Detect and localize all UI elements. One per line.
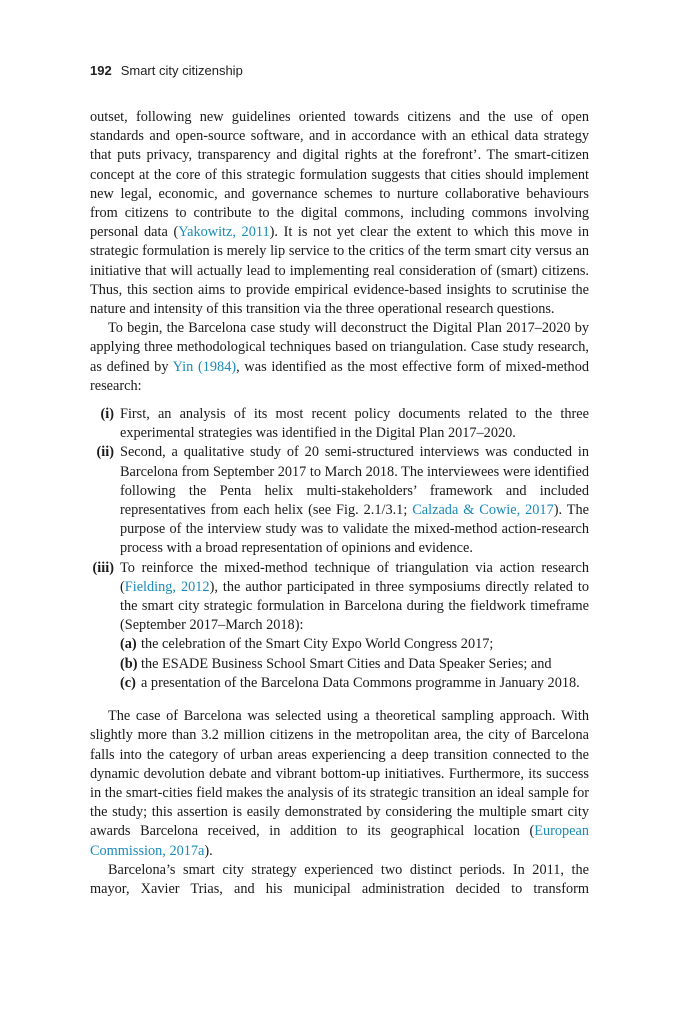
sub-list-marker: (c) [120,674,136,691]
text-run: Barcelona’s smart city strategy experienced two distinct periods. In 2011, the mayor, Xavier Trias, and his municipal administration decided to transform [90,861,589,897]
list-marker: (iii) [92,559,114,576]
sub-list-item [120,674,589,693]
text-run: ). The purpose of the interview study was to validate the mixed-method action-research process with a broad representation of opinions and evidence. [120,502,589,557]
running-head [90,63,243,78]
sub-list-item-text: the ESADE Business School Smart Cities and Data Speaker Series; and [141,655,552,672]
list-item [90,443,589,558]
list-item-text [120,444,589,556]
citation-link[interactable]: European Commission, 2017a [90,823,589,859]
text-run: ). [204,842,213,859]
text-run: Second, a qualitative study of 20 semi-structured interviews was conducted in Barcelona from September 2017 to March 2018. The interviewees were identified following the Penta helix multi-stakeholders’ framework and included representatives from each helix (see Fig. 2.1/3.1; [120,444,589,519]
text-run: The case of Barcelona was selected using a theoretical sampling approach. With slightly more than 3.2 million citizens in the metropolitan area, the city of Barcelona falls into the category of urban areas experiencing a deep transition connected to the dynamic devolution debate and vibrant bottom-up initiatives. Furthermore, its success in the smart-cities field makes the analysis of its strategic transition an ideal sample for the study; this assertion is easily demonstrated by considering the multiple smart city awards Barcelona received, in addition to its geographical location ( [90,708,589,840]
citation-link[interactable]: Calzada & Cowie, 2017 [412,502,554,519]
body-text [90,108,589,899]
sub-list-item [120,635,589,654]
running-title: Smart city citizenship [120,63,243,78]
list-item-text [120,406,589,441]
paragraph-case-study [90,319,589,396]
text-run: First, an analysis of its most recent policy documents related to the three experimental strategies was identified in the Digital Plan 2017–2020. [120,406,589,442]
method-list [90,405,589,693]
citation-link[interactable]: Yin (1984) [172,358,237,375]
list-item [90,559,589,693]
symposium-list [120,635,589,693]
list-item [90,405,589,443]
text-run: , was identified as the most effective form of mixed-method research: [90,358,589,394]
paragraph-barcelona-case [90,707,589,861]
text-run: ). It is not yet clear the extent to which this move in strategic formulation is merely lip service to the critics of the term smart city versus an initiative that will actually lead to implementing real consideration of (smart) citizens. Thus, this section aims to provide empirical evidence-based insights to scrutinise the nature and intensity of this transition via the three operational research questions. [90,224,589,318]
sub-list-item-text: the celebration of the Smart City Expo World Congress 2017; [141,636,494,653]
paragraph-continuation [90,108,589,319]
citation-link[interactable]: Yakowitz, 2011 [178,224,270,241]
sub-list-item-text: a presentation of the Barcelona Data Commons programme in January 2018. [141,674,580,691]
sub-list-marker: (b) [120,655,138,672]
page-number: 192 [90,63,112,78]
text-run: To begin, the Barcelona case study will deconstruct the Digital Plan 2017–2020 by applying three methodological techniques based on triangulation. Case study research, as defined by [90,320,589,375]
list-marker: (i) [100,406,114,423]
text-run: ), the author participated in three symposiums directly related to the smart city strategic formulation in Barcelona during the fieldwork timeframe (September 2017–March 2018): [120,578,590,634]
sub-list-item [120,655,589,674]
text-run: To reinforce the mixed-method technique of triangulation via action research ( [120,559,589,595]
citation-link[interactable]: Fielding, 2012 [124,578,210,595]
list-marker: (ii) [96,444,114,461]
text-run: outset, following new guidelines oriented towards citizens and the use of open standards and open-source software, and in accordance with an ethical data strategy that puts privacy, transparency and digital rights at the forefront’. The smart-citizen concept at the core of this strategic formulation suggests that cities should implement new legal, economic, and governance schemes to nurture collaborative behaviours from citizens to contribute to the digital commons, including commons involving personal data ( [90,109,589,241]
paragraph-smart-city-strategy [90,861,589,899]
sub-list-marker: (a) [120,636,137,653]
list-item-text [120,560,589,634]
